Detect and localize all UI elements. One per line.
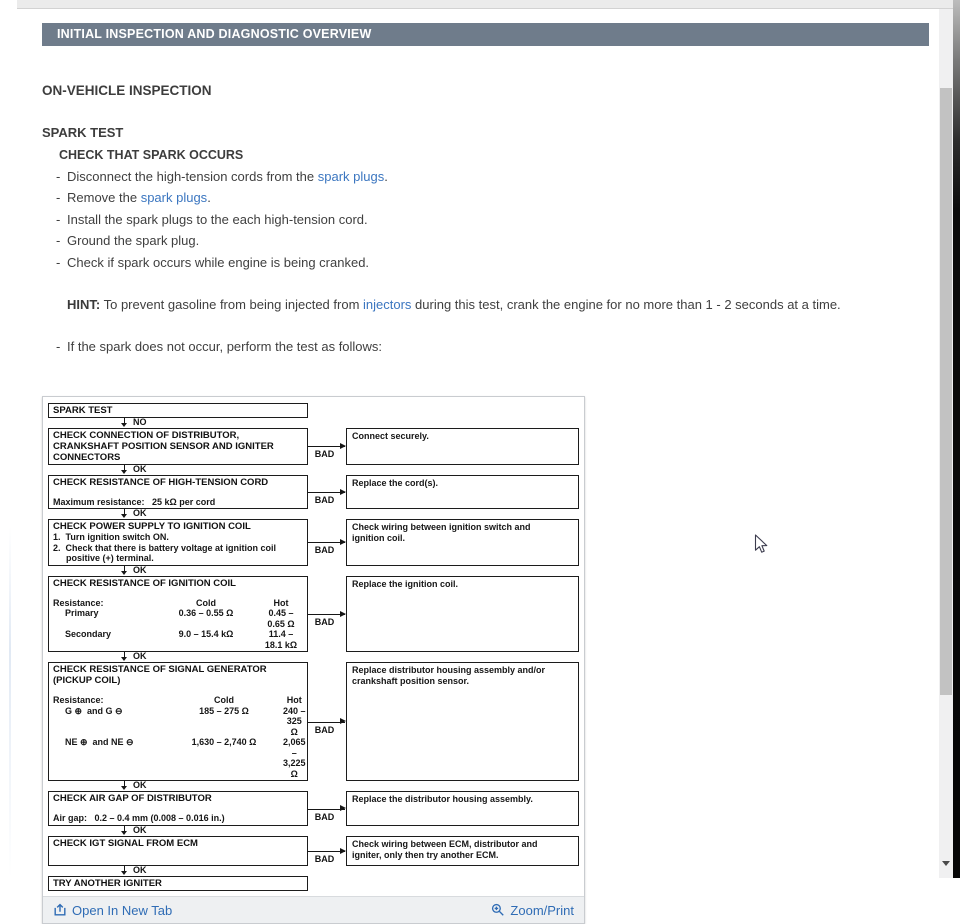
flow-step-title: CHECK RESISTANCE OF HIGH-TENSION CORD — [53, 477, 303, 488]
bullet-dash: - — [56, 169, 67, 184]
flow-step-title: TRY ANOTHER IGNITER — [53, 878, 303, 889]
inline-link[interactable]: spark plugs — [318, 169, 384, 184]
flow-action-text: Check wiring between ignition switch and — [352, 522, 573, 533]
flow-step-text: Air gap: 0.2 – 0.4 mm (0.008 – 0.016 in.) — [53, 813, 303, 824]
branch-arrow-icon — [340, 805, 346, 811]
flow-action-text: Replace the cord(s). — [352, 478, 573, 489]
flow-step-box — [48, 403, 308, 418]
flow-step-box — [48, 791, 308, 826]
spec-table-header: Resistance: — [53, 695, 165, 706]
branch-arrow-line — [308, 614, 345, 615]
inline-text: Check if spark occurs while engine is being cranked. — [67, 255, 369, 270]
down-arrow-icon — [121, 470, 127, 474]
flow-branch — [308, 662, 346, 781]
branch-label: BAD — [308, 854, 341, 864]
spec-value: 2,065 – 3,225 Ω — [283, 737, 306, 779]
flow-step-text: 1. Turn ignition switch ON. — [53, 532, 303, 543]
flow-action-box — [346, 836, 579, 866]
down-arrow-icon — [121, 786, 127, 790]
window-left-border — [0, 0, 17, 878]
flow-action-box — [346, 576, 579, 653]
flow-action-text: crankshaft position sensor. — [352, 676, 573, 687]
branch-arrow-line — [308, 809, 345, 810]
flow-step-title: CHECK IGT SIGNAL FROM ECM — [53, 838, 303, 849]
zoom-print-label: Zoom/Print — [510, 903, 574, 918]
flow-action-box — [346, 662, 579, 781]
flow-action-box — [346, 519, 579, 566]
spec-value: 0.36 – 0.55 Ω — [153, 608, 259, 629]
spacer — [53, 488, 303, 497]
flow-step-title: SPARK TEST — [53, 405, 303, 416]
flow-branch — [308, 475, 346, 510]
flow-branch — [308, 403, 346, 418]
flow-row — [48, 403, 579, 418]
connector-label: OK — [133, 780, 147, 790]
step-item — [56, 212, 939, 227]
bullet-dash: - — [56, 233, 67, 248]
open-in-new-tab-icon — [53, 903, 67, 917]
subsection-title: SPARK TEST — [42, 125, 939, 140]
spec-row-label: NE ⊕ and NE ⊖ — [53, 737, 165, 779]
flow-branch — [308, 876, 346, 891]
branch-arrow-icon — [340, 611, 346, 617]
branch-arrow-line — [308, 542, 345, 543]
flow-step-box — [48, 662, 308, 781]
inline-text: Remove the — [67, 190, 141, 205]
inline-text: To prevent gasoline from being injected from — [100, 297, 363, 312]
spec-row-label: G ⊕ and G ⊖ — [53, 706, 165, 738]
flow-row — [48, 791, 579, 826]
step-item — [56, 255, 939, 270]
inline-text: . — [384, 169, 388, 184]
branch-label: BAD — [308, 495, 341, 505]
flow-connector — [48, 652, 579, 662]
down-arrow-icon — [121, 657, 127, 661]
connector-label: OK — [133, 651, 147, 661]
flow-connector — [48, 465, 579, 475]
flow-step-title: CHECK RESISTANCE OF SIGNAL GENERATOR — [53, 664, 303, 675]
inline-text: Disconnect the high-tension cords from the — [67, 169, 318, 184]
down-arrow-icon — [121, 423, 127, 427]
section-title: ON-VEHICLE INSPECTION — [42, 83, 939, 98]
scrollbar-thumb[interactable] — [940, 88, 952, 695]
inline-text: Ground the spark plug. — [67, 233, 199, 248]
flow-connector — [48, 866, 579, 876]
branch-arrow-icon — [340, 489, 346, 495]
flow-row — [48, 876, 579, 891]
flow-step-box — [48, 836, 308, 866]
branch-label: BAD — [308, 617, 341, 627]
spec-row-label: Primary — [53, 608, 153, 629]
flow-action-empty — [346, 876, 579, 891]
step-item — [56, 169, 939, 184]
zoom-print-link[interactable] — [491, 903, 574, 918]
connector-label: OK — [133, 825, 147, 835]
spec-value: 9.0 – 15.4 kΩ — [153, 629, 259, 650]
spec-table-header: Cold — [165, 695, 283, 706]
down-arrow-icon — [121, 871, 127, 875]
section-header — [42, 23, 929, 46]
flow-action-text: Replace distributor housing assembly and/or — [352, 665, 573, 676]
branch-arrow-line — [308, 722, 345, 723]
spec-value: 1,630 – 2,740 Ω — [165, 737, 283, 779]
flow-branch — [308, 836, 346, 866]
window-right-border — [953, 0, 960, 878]
inline-link[interactable]: spark plugs — [141, 190, 207, 205]
section-header-title: INITIAL INSPECTION AND DIAGNOSTIC OVERVIEW — [57, 27, 371, 41]
branch-label: BAD — [308, 545, 341, 555]
spec-row-label: Secondary — [53, 629, 153, 650]
down-arrow-icon — [121, 514, 127, 518]
flow-step-title: (PICKUP COIL) — [53, 675, 303, 686]
branch-arrow-icon — [340, 718, 346, 724]
flow-row — [48, 519, 579, 566]
flow-action-box — [346, 428, 579, 465]
spacer — [53, 589, 303, 598]
flow-step-title: CONNECTORS — [53, 452, 303, 463]
hint-label: HINT: — [67, 297, 100, 312]
flow-row — [48, 836, 579, 866]
flow-row — [48, 662, 579, 781]
flow-branch — [308, 791, 346, 826]
branch-arrow-icon — [340, 443, 346, 449]
flow-action-text: Check wiring between ECM, distributor and — [352, 839, 573, 850]
spacer — [53, 804, 303, 813]
spacer — [53, 686, 303, 695]
flow-step-box — [48, 475, 308, 510]
flow-action-text: ignition coil. — [352, 533, 573, 544]
spec-table-header: Resistance: — [53, 598, 153, 609]
flow-connector — [48, 566, 579, 576]
flow-step-box — [48, 876, 308, 891]
flow-row — [48, 475, 579, 510]
vertical-scrollbar[interactable] — [939, 9, 953, 878]
flow-connector — [48, 781, 579, 791]
bullet-dash: - — [56, 212, 67, 227]
hint-paragraph — [67, 297, 939, 312]
flow-step-title: CHECK RESISTANCE OF IGNITION COIL — [53, 578, 303, 589]
bullet-dash: - — [56, 255, 67, 270]
branch-arrow-line — [308, 851, 345, 852]
branch-arrow-line — [308, 446, 345, 447]
flow-step-title: CHECK AIR GAP OF DISTRIBUTOR — [53, 793, 303, 804]
flow-connector — [48, 826, 579, 836]
connector-label: OK — [133, 508, 147, 518]
connector-label: OK — [133, 565, 147, 575]
branch-arrow-line — [308, 492, 345, 493]
branch-arrow-icon — [340, 848, 346, 854]
scrollbar-down-arrow-icon[interactable] — [942, 861, 950, 866]
spec-value: 11.4 – 18.1 kΩ — [259, 629, 303, 650]
spark-test-flowchart — [43, 397, 584, 897]
figure-toolbar — [43, 896, 584, 923]
inline-text: . — [207, 190, 211, 205]
bullet-dash: - — [56, 190, 67, 205]
flow-action-box — [346, 791, 579, 826]
flow-step-title: CRANKSHAFT POSITION SENSOR AND IGNITER — [53, 441, 303, 452]
open-in-new-tab-label: Open In New Tab — [72, 903, 172, 918]
spec-value: 240 – 325 Ω — [283, 706, 306, 738]
flow-row — [48, 428, 579, 465]
flow-step-box — [48, 576, 308, 653]
inline-link[interactable]: injectors — [363, 297, 411, 312]
step-list — [17, 169, 939, 270]
procedure-title: CHECK THAT SPARK OCCURS — [59, 148, 939, 162]
spec-table-header: Hot — [283, 695, 306, 706]
spec-table-header: Cold — [153, 598, 259, 609]
zoom-in-icon — [491, 903, 505, 917]
window-top-border — [17, 0, 953, 9]
down-arrow-icon — [121, 571, 127, 575]
flow-action-text: Replace the distributor housing assembly. — [352, 794, 573, 805]
flow-step-text: Maximum resistance: 25 kΩ per cord — [53, 497, 303, 508]
spec-table — [53, 695, 303, 779]
down-arrow-icon — [121, 831, 127, 835]
flow-branch — [308, 428, 346, 465]
inline-text: If the spark does not occur, perform the test as follows: — [67, 339, 382, 354]
flow-row — [48, 576, 579, 653]
connector-label: OK — [133, 865, 147, 875]
flow-connector — [48, 509, 579, 519]
followup-step — [56, 339, 939, 354]
step-item — [56, 190, 939, 205]
flow-action-empty — [346, 403, 579, 418]
flow-step-title: CHECK POWER SUPPLY TO IGNITION COIL — [53, 521, 303, 532]
flow-step-text: positive (+) terminal. — [53, 553, 303, 564]
flow-action-box — [346, 475, 579, 510]
hint-text — [100, 297, 840, 312]
flow-action-text: Replace the ignition coil. — [352, 579, 573, 590]
flow-branch — [308, 576, 346, 653]
flow-branch — [308, 519, 346, 566]
flow-action-text: Connect securely. — [352, 431, 573, 442]
spec-value: 0.45 – 0.65 Ω — [259, 608, 303, 629]
inline-text: during this test, crank the engine for no more than 1 - 2 seconds at a time. — [411, 297, 840, 312]
step-item — [56, 233, 939, 248]
inline-text: Install the spark plugs to the each high-tension cord. — [67, 212, 368, 227]
flow-connector — [48, 418, 579, 428]
flow-step-title: CHECK CONNECTION OF DISTRIBUTOR, — [53, 430, 303, 441]
bullet-dash: - — [56, 339, 67, 354]
spec-table-header: Hot — [259, 598, 303, 609]
spec-table — [53, 598, 303, 651]
followup-text — [67, 339, 382, 354]
open-in-new-tab-link[interactable] — [53, 903, 172, 918]
document-page — [17, 9, 939, 878]
branch-label: BAD — [308, 449, 341, 459]
connector-label: OK — [133, 464, 147, 474]
diagram-figure — [42, 396, 585, 924]
branch-label: BAD — [308, 725, 341, 735]
flow-step-box — [48, 428, 308, 465]
connector-label: NO — [133, 417, 147, 427]
flow-action-text: igniter, only then try another ECM. — [352, 850, 573, 861]
branch-arrow-icon — [340, 539, 346, 545]
flow-step-box — [48, 519, 308, 566]
branch-label: BAD — [308, 812, 341, 822]
flow-step-text: 2. Check that there is battery voltage at ignition coil — [53, 543, 303, 554]
spec-value: 185 – 275 Ω — [165, 706, 283, 738]
